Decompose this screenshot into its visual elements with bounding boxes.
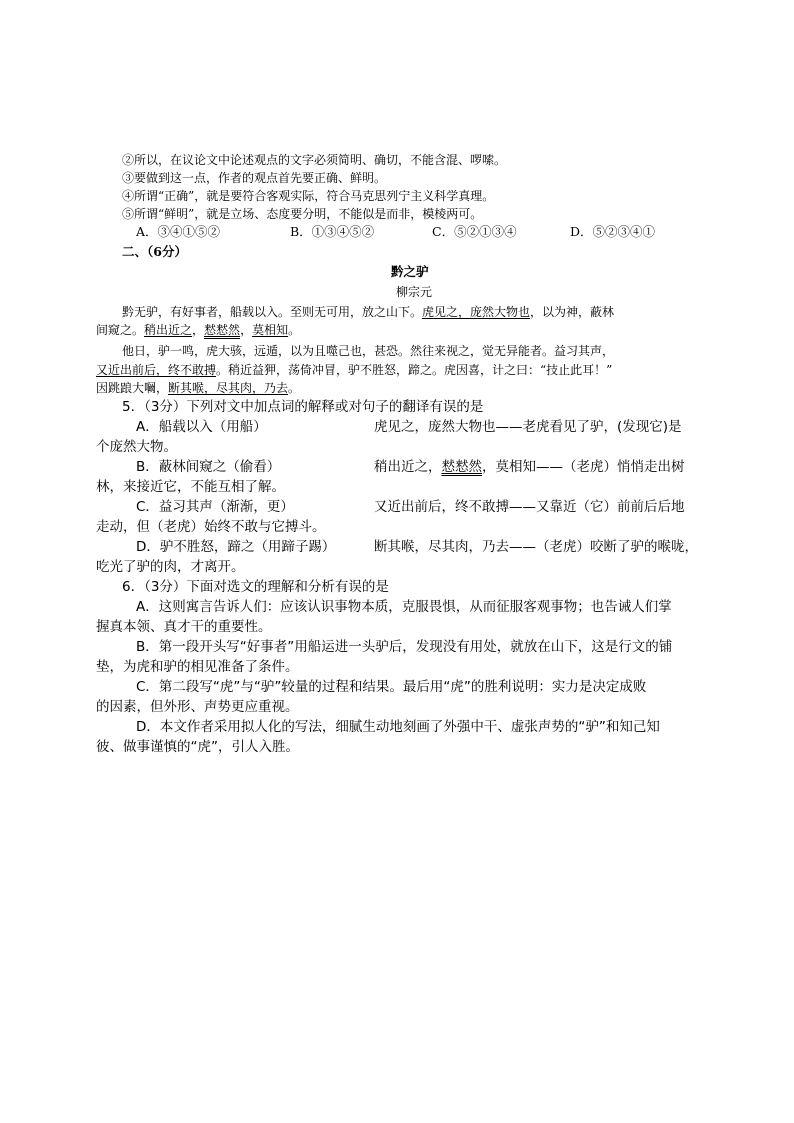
passage-text: 间窥之。 (96, 323, 145, 337)
passage-text: 。稍近益狎，荡倚冲冒，驴不胜怒，蹄之。虎因喜，计之曰：“技止此耳！” (216, 363, 613, 377)
q5-option-c-right: 又近出前后，终不敢搏——又靠近（它）前前后后地 (374, 499, 685, 515)
passage-p1-line2 (96, 322, 300, 338)
q5-option-a-cont: 个庞然大物。 (96, 439, 177, 455)
q5-option-b-cont: 林，来接近它，不能互相了解。 (96, 479, 285, 495)
q6-option-a-line1: A．这则寓言告诉人们：应该认识事物本质，克服畏惧，从而征服客观事物；也告诫人们掌 (136, 599, 672, 615)
q5-b-text: ，莫相知——（老虎）悄悄走出树 (482, 459, 685, 475)
double-underlined-phrase: 慭慭然 (204, 323, 241, 337)
q5-option-b-right (374, 457, 685, 477)
q6-stem: 6．（3分）下面对选文的理解和分析有误的是 (122, 579, 389, 595)
q6-option-d-line2: 彼、做事谨慎的“虎”，引人入胜。 (96, 739, 299, 755)
passage-p2-line3 (96, 380, 300, 396)
q6-option-d-line1: D．本文作者采用拟人化的写法，细腻生动地刻画了外强中干、虚张声势的“驴”和知己知 (136, 719, 660, 735)
passage-text: ， (240, 323, 253, 337)
underlined-phrase: 又近出前后，终不敢搏 (96, 363, 217, 377)
prev-item-5: ⑤所谓“鲜明”，就是立场、态度要分明，不能似是而非，模棱两可。 (122, 207, 483, 221)
q5-option-d-left: D．驴不胜怒，蹄之（用蹄子踢） (136, 539, 336, 555)
q6-option-c-line2: 的因素，但外形、声势更应重视。 (96, 699, 299, 715)
passage-text: ， (192, 323, 205, 337)
q6-option-c-line1: C．第二段写“虎”与“驴”较量的过程和结果。最后用“虎”的胜利说明：实力是决定成败 (136, 679, 647, 695)
q5-option-d-right: 断其喉，尽其肉，乃去——（老虎）咬断了驴的喉咙， (374, 539, 698, 555)
underlined-phrase: 稍出近之 (144, 323, 193, 337)
passage-text: 黔无驴，有好事者，船载以入。至则无可用，放之山下。 (122, 305, 423, 319)
q6-option-a-line2: 握真本领、真才干的重要性。 (96, 619, 272, 635)
passage-text: 因跳踉大㘎， (96, 381, 169, 395)
q6-option-b-line1: B．第一段开头写“好事者”用船运进一头驴后，发现没有用处，就放在山下，这是行文的铺 (136, 639, 673, 655)
prev-option-c: C．⑤②①③④ (432, 224, 517, 239)
q5-option-c-left: C．益习其声（渐渐，更） (136, 499, 294, 515)
underlined-phrase: 断其喉，尽其肉，乃去 (168, 381, 289, 395)
q5-option-d-cont: 吃光了驴的肉，才离开。 (96, 559, 245, 575)
passage-title: 黔之驴 (391, 264, 429, 279)
q5-option-a-right: 虎见之，庞然大物也——老虎看见了驴，(发现它)是 (374, 419, 682, 435)
q6-option-b-line2: 垫，为虎和驴的相见准备了条件。 (96, 659, 299, 675)
passage-p2-line1: 他日，驴一鸣，虎大骇，远遁，以为且噬己也，甚恐。然往来视之，觉无异能者。益习其声， (122, 344, 615, 358)
passage-author: 柳宗元 (396, 285, 433, 299)
section-heading: 二、（6分） (122, 244, 187, 259)
q5-option-a-left: A．船载以入（用船） (136, 419, 267, 435)
q5-stem: 5．（3分）下列对文中加点词的解释或对句子的翻译有误的是 (122, 399, 484, 415)
prev-item-2: ②所以，在议论文中论述观点的文字必须简明、确切，不能含混、啰嗦。 (122, 153, 507, 167)
prev-option-a: A．③④①⑤② (136, 224, 221, 239)
prev-option-b: B．①③④⑤② (290, 224, 375, 239)
passage-text: ，以为神，蔽林 (530, 305, 615, 319)
prev-option-d: D．⑤②③④① (570, 224, 656, 239)
q5-option-c-cont: 走动，但（老虎）始终不敢与它搏斗。 (96, 519, 326, 535)
prev-item-4: ④所谓“正确”，就是要符合客观实际，符合马克思列宁主义科学真理。 (122, 189, 495, 203)
q5-option-b-left: B．蔽林间窥之（偷看） (136, 459, 281, 475)
q5-b-text: 稍出近之， (374, 459, 442, 475)
passage-p2-line2 (96, 362, 612, 378)
prev-item-3: ③要做到这一点，作者的观点首先要正确、鲜明。 (122, 171, 387, 185)
passage-text: 。 (288, 381, 301, 395)
underlined-phrase: 虎见之，庞然大物也 (422, 305, 531, 319)
passage-p1-line1 (122, 304, 614, 320)
double-underlined-phrase: 慭慭然 (441, 459, 482, 475)
passage-text: 。 (288, 323, 301, 337)
underlined-phrase: 莫相知 (252, 323, 289, 337)
